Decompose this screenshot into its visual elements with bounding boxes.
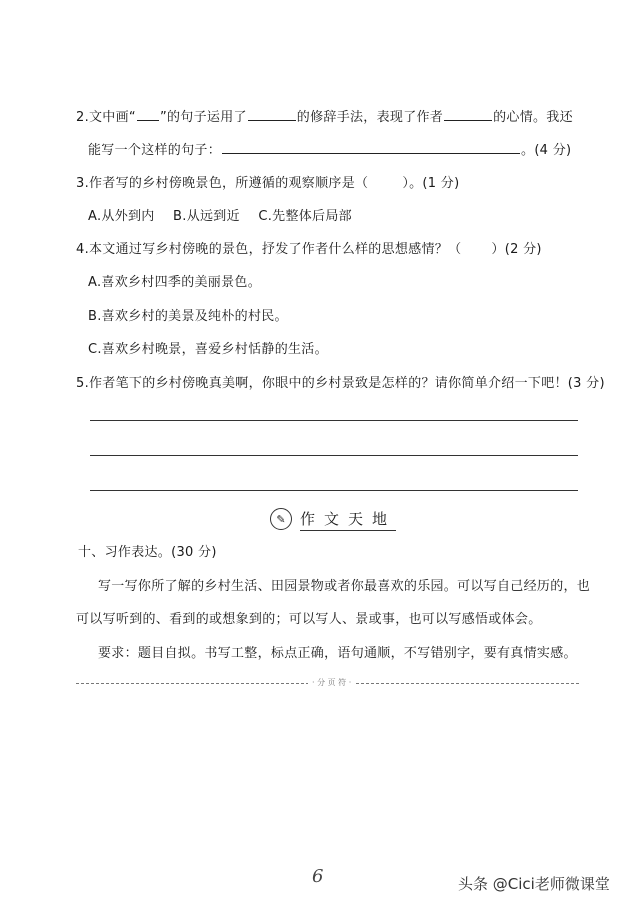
q5-answer-line-1[interactable] xyxy=(90,420,578,421)
q3-text-a: 3.作者写的乡村傍晚景色，所遵循的观察顺序是（ xyxy=(76,176,369,191)
q4-text-b: ）(2 分) xyxy=(491,242,542,257)
q10-paragraph-line-1: 写一写你所了解的乡村生活、田园景物或者你最喜欢的乐园。可以写自己经历的，也 xyxy=(98,579,591,594)
q4-option-c: C.喜欢乡村晚景，喜爱乡村恬静的生活。 xyxy=(88,342,328,357)
q10-heading: 十、习作表达。(30 分) xyxy=(78,545,217,560)
q2-rhetoric-blank[interactable] xyxy=(248,108,296,121)
q2-quote-blank xyxy=(137,108,159,121)
emblem-glyph: ✎ xyxy=(276,512,286,526)
q10-requirements: 要求：题目自拟。书写工整，标点正确，语句通顺，不写错别字，要有真情实感。 xyxy=(98,646,577,661)
q3-option-a: A.从外到内 xyxy=(88,209,155,224)
q2-sentence-blank[interactable] xyxy=(222,141,520,154)
q5-answer-line-2[interactable] xyxy=(90,455,578,456)
page-number: 6 xyxy=(312,866,324,887)
q2-text-d: 的心情。我还 xyxy=(493,110,573,125)
q4-option-b: B.喜欢乡村的美景及纯朴的村民。 xyxy=(88,309,288,324)
q5-answer-line-3[interactable] xyxy=(90,490,578,491)
q3-options xyxy=(88,208,352,226)
q2-text-b: ”的句子运用了 xyxy=(159,110,247,125)
q10-paragraph-line-2: 可以写听到的、看到的或想象到的；可以写人、景或事，也可以写感悟或体会。 xyxy=(76,612,542,627)
q3-text-b: ）。(1 分) xyxy=(402,176,460,191)
q2-text-a: 2.文中画“ xyxy=(76,110,136,125)
q3-question xyxy=(76,175,459,193)
q4-text-a: 4.本文通过写乡村傍晚的景色，抒发了作者什么样的思想感情？（ xyxy=(76,242,462,257)
q3-option-c: C.先整体后局部 xyxy=(258,209,352,224)
q5-question: 5.作者笔下的乡村傍晚真美啊，你眼中的乡村景致是怎样的？请你简单介绍一下吧！(3 分) xyxy=(76,376,605,391)
watermark: 头条 @Cici老师微课堂 xyxy=(458,875,610,893)
composition-section-title xyxy=(270,506,396,532)
q4-option-a: A.喜欢乡村四季的美丽景色。 xyxy=(88,275,261,290)
q2-text-e: 能写一个这样的句子： xyxy=(88,143,222,158)
section-title-text: 作文天地 xyxy=(300,508,396,531)
q2-mood-blank[interactable] xyxy=(444,108,492,121)
q2-line-1 xyxy=(76,108,573,127)
writing-emblem-icon xyxy=(270,508,292,530)
q4-question xyxy=(76,241,542,259)
page-divider-label: · 分 页 符 · xyxy=(308,677,355,688)
q3-option-b: B.从远到近 xyxy=(173,209,240,224)
q2-line-2 xyxy=(88,141,571,160)
q2-text-c: 的修辞手法，表现了作者 xyxy=(296,110,444,125)
q2-text-f: 。(4 分) xyxy=(521,143,572,158)
